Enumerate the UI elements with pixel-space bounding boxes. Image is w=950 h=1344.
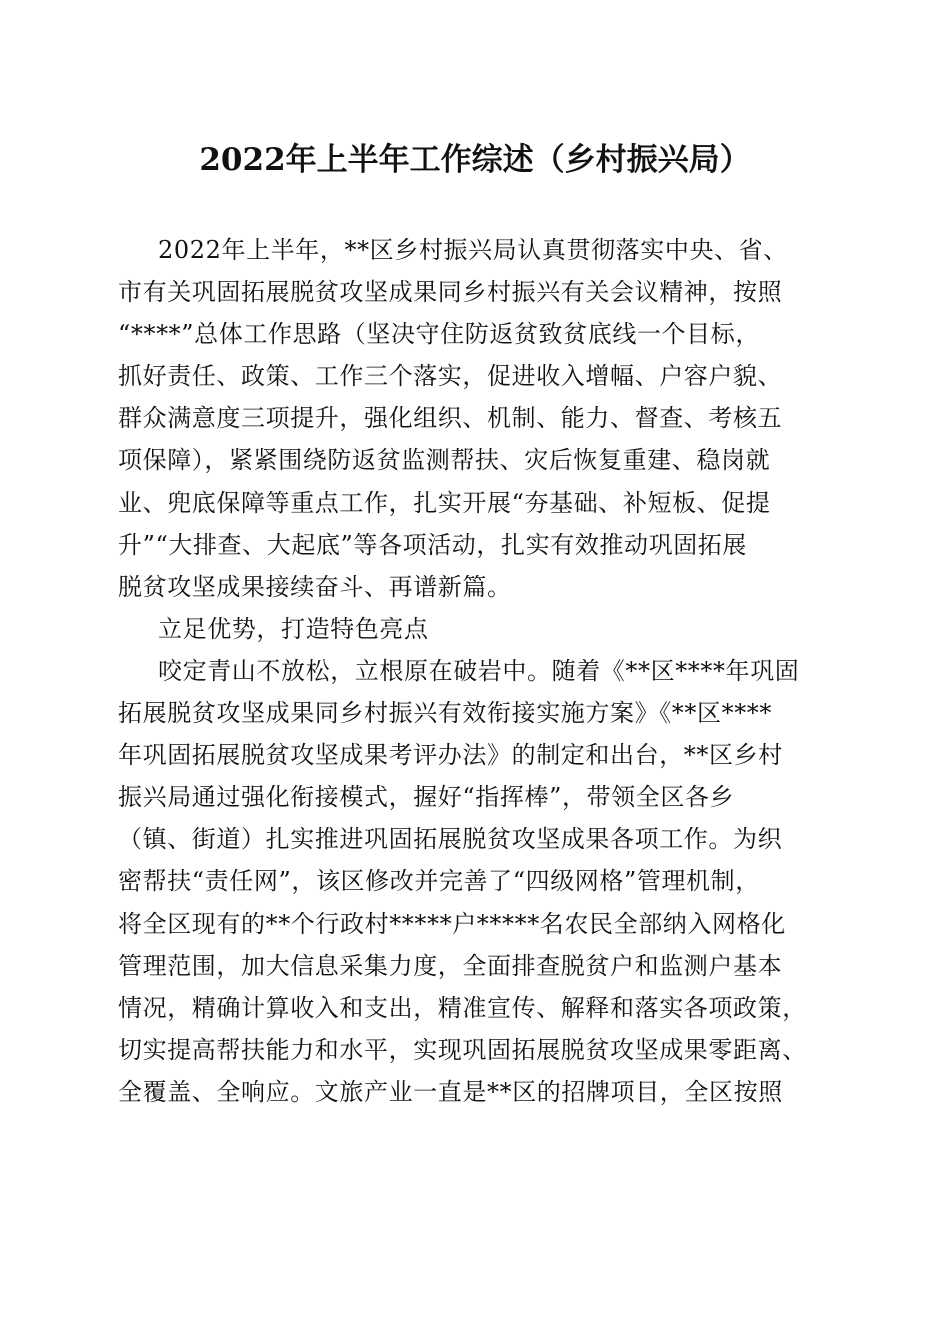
paragraph-2-line-11: 全覆盖、全响应。文旅产业一直是**区的招牌项目，全区按照 bbox=[118, 1077, 783, 1106]
paragraph-2-line-1: 咬定青山不放松，立根原在破岩中。随着《**区****年巩固 bbox=[158, 656, 800, 685]
paragraph-1-line-2: 市有关巩固拓展脱贫攻坚成果同乡村振兴有关会议精神，按照 bbox=[118, 278, 783, 307]
paragraph-2-line-8: 管理范围，加大信息采集力度，全面排查脱贫户和监测户基本 bbox=[118, 951, 783, 980]
paragraph-1-line-1: 2022年上半年，**区乡村振兴局认真贯彻落实中央、省、 bbox=[158, 236, 788, 264]
paragraph-1-line-3: “****”总体工作思路（坚决守住防返贫致贫底线一个目标， bbox=[118, 320, 760, 349]
paragraph-2-line-6: 密帮扶“责任网”，该区修改并完善了“四级网格”管理机制， bbox=[118, 867, 760, 896]
paragraph-2-line-7: 将全区现有的**个行政村*****户*****名农民全部纳入网格化 bbox=[118, 909, 786, 938]
paragraph-2-line-5: （镇、街道）扎实推进巩固拓展脱贫攻坚成果各项工作。为织 bbox=[118, 825, 783, 854]
paragraph-2-line-4: 振兴局通过强化衔接模式，握好“指挥棒”，带领全区各乡 bbox=[118, 783, 735, 812]
paragraph-1-line-4: 抓好责任、政策、工作三个落实，促进收入增幅、户容户貌、 bbox=[118, 362, 783, 391]
paragraph-2-line-3: 年巩固拓展脱贫攻坚成果考评办法》的制定和出台，**区乡村 bbox=[118, 741, 783, 770]
paragraph-1-line-6: 项保障），紧紧围绕防返贫监测帮扶、灾后恢复重建、稳岗就 bbox=[118, 446, 771, 475]
document-body bbox=[118, 229, 830, 1113]
paragraph-2-line-2: 拓展脱贫攻坚成果同乡村振兴有效衔接实施方案》《**区**** bbox=[118, 699, 772, 728]
paragraph-1-line-7: 业、兜底保障等重点工作，扎实开展“夯基础、补短板、促提 bbox=[118, 488, 771, 517]
paragraph-1-line-8: 升”“大排查、大起底”等各项活动，扎实有效推动巩固拓展 bbox=[118, 530, 748, 559]
paragraph-2-line-9: 情况，精确计算收入和支出，精准宣传、解释和落实各项政策， bbox=[118, 993, 807, 1022]
paragraph-1-line-9: 脱贫攻坚成果接续奋斗、再谱新篇。 bbox=[118, 572, 512, 601]
section-heading: 立足优势，打造特色亮点 bbox=[158, 614, 429, 643]
document-title: 2022年上半年工作综述（乡村振兴局） bbox=[199, 142, 751, 178]
paragraph-1-line-5: 群众满意度三项提升，强化组织、机制、能力、督查、考核五 bbox=[118, 404, 783, 433]
paragraph-2-line-10: 切实提高帮扶能力和水平，实现巩固拓展脱贫攻坚成果零距离、 bbox=[118, 1035, 807, 1064]
